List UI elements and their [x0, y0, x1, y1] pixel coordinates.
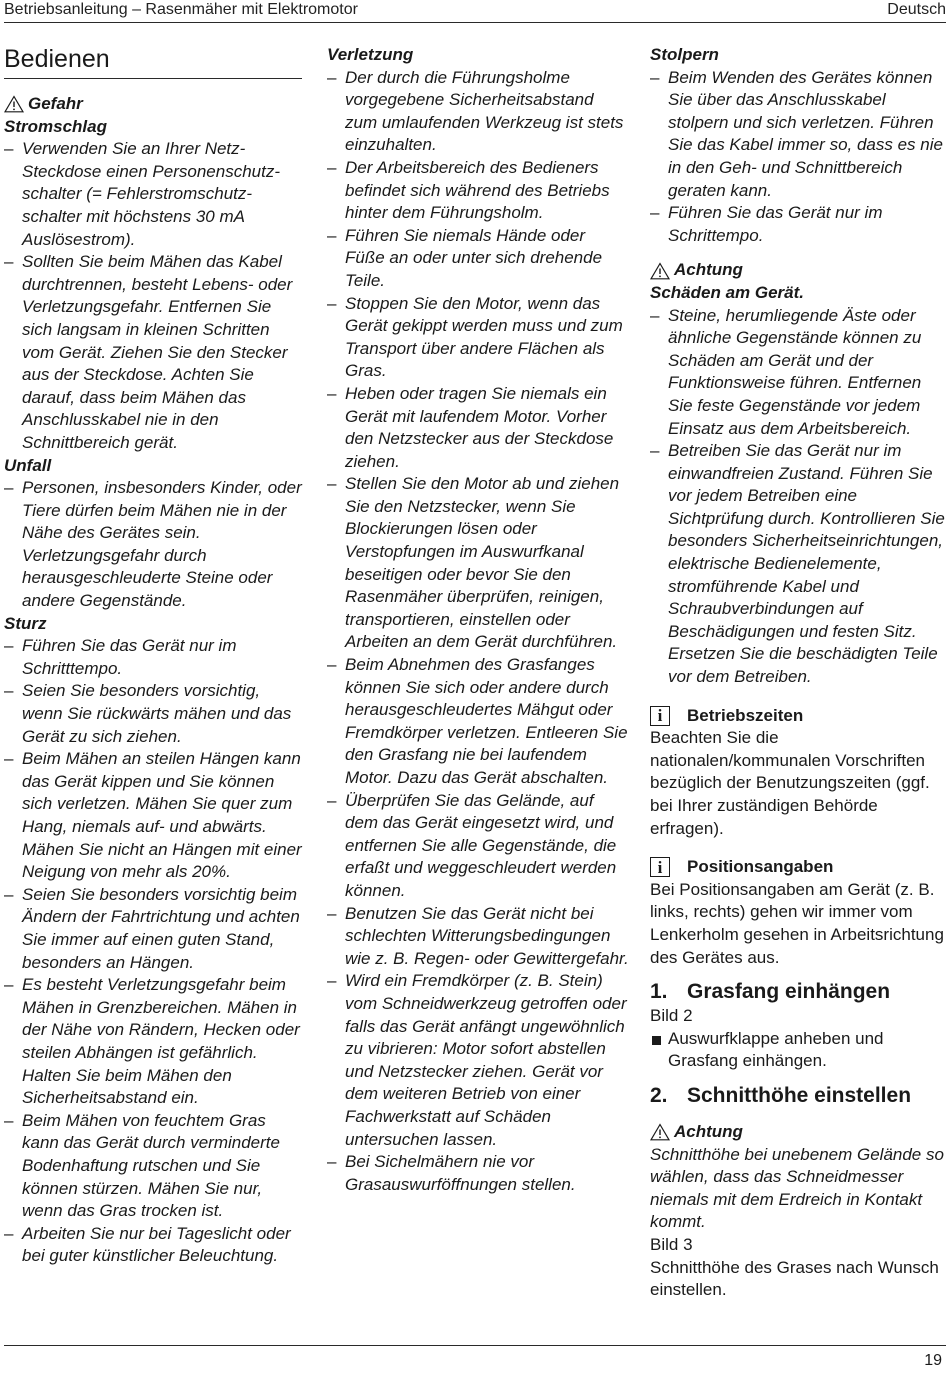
list-item: – Seien Sie besonders vorsichtig beim Ändern der Fahrtrichtung und achten Sie immer auf einen guten Stand, besonders an Hängen.: [4, 884, 302, 974]
list-item: – Führen Sie das Gerät nur im Schrittempo.: [650, 202, 946, 247]
info-heading: Positionsangaben: [687, 857, 834, 877]
page-header: [4, 0, 946, 23]
list-item: – Beim Wenden des Gerätes können Sie über das Anschlusskabel stolpern und sich verletzen. Führen Sie das Kabel immer so, dass es nie in den Geh- und Schnittbereich geraten kann.: [650, 67, 946, 203]
list-schaeden: [650, 305, 946, 689]
list-item: – Seien Sie besonders vorsichtig, wenn Sie rückwärts mähen und das Gerät zu sich ziehen.: [4, 680, 302, 748]
heading-unfall: Unfall: [4, 455, 52, 475]
info-text: Beachten Sie die nationalen/kommunalen Vorschriften bezüglich der Benutzungszeiten (ggf. bei Ihrer zuständigen Behörde erfragen).: [650, 728, 930, 838]
list-item: – Bei Sichelmähern nie vor Grasauswurföffnungen stellen.: [327, 1151, 629, 1196]
list-verletzung: [327, 67, 629, 1197]
instruction-text: Schnitthöhe des Grases nach Wunsch einstellen.: [650, 1257, 939, 1300]
warning-triangle-icon: [650, 1123, 670, 1141]
heading-stromschlag: Stromschlag: [4, 116, 107, 136]
section-heading-grasfang: [650, 979, 946, 1005]
section-title: Schnitthöhe einstellen: [687, 1083, 912, 1107]
list-item: – Der Arbeitsbereich des Bedieners befindet sich während des Betriebs hinter dem Führungsholm.: [327, 157, 629, 225]
warning-triangle-icon: [4, 95, 24, 113]
list-item: – Führen Sie das Gerät nur im Schritttempo.: [4, 635, 302, 680]
list-item: Auswurfklappe anheben und Grasfang einhängen.: [650, 1028, 946, 1073]
list-item: – Personen, insbesonders Kinder, oder Tiere dürfen beim Mähen nie in der Nähe des Gerätes sein. Verletzungsgefahr durch herausgeschleuderte Steine oder andere Gegenstände.: [4, 477, 302, 613]
list-item: – Führen Sie niemals Hände oder Füße an oder unter sich drehende Teile.: [327, 225, 629, 293]
info-betriebszeiten: [650, 705, 946, 728]
list-item: – Steine, herumliegende Äste oder ähnliche Gegenstände können zu Schäden am Gerät und der Funktionsweise führen. Entfernen Sie feste Gegenstände vor jedem Einsatz aus dem Arbeitsbereich.: [650, 305, 946, 441]
figure-reference: Bild 3: [650, 1234, 693, 1254]
info-text: Bei Positionsangaben am Gerät (z. B. links, rechts) gehen wir immer vom Lenkerholm gesehen in Arbeitsrichtung des Gerätes aus.: [650, 879, 944, 967]
list-item: – Benutzen Sie das Gerät nicht bei schlechten Witterungsbedingungen wie z. B. Regen- oder Gewittergefahr.: [327, 903, 629, 971]
warning-achtung: [650, 1121, 946, 1144]
list-stolpern: [650, 67, 946, 248]
list-item: – Heben oder tragen Sie niemals ein Gerät mit laufendem Motor. Vorher den Netzstecker aus der Steckdose ziehen.: [327, 383, 629, 473]
heading-sturz: Sturz: [4, 613, 47, 633]
info-icon: i: [650, 706, 670, 726]
warning-label: Achtung: [674, 260, 743, 280]
list-item: – Betreiben Sie das Gerät nur im einwandfreien Zustand. Führen Sie vor jedem Betreiben eine Sichtprüfung durch. Kontrollieren Sie besonders Sicherheitseinrichtungen, elektrische Bedienelemente, stromführende Kabel und Schraubverbindungen auf Beschädigungen und festen Sitz. Ersetzen Sie die beschädigten Teile vor dem Betreiben.: [650, 440, 946, 689]
column-1: [4, 44, 302, 1268]
list-item: – Beim Mähen an steilen Hängen kann das Gerät kippen und Sie können sich verletzen. Mähen Sie quer zum Hang, niemals auf- und abwärts. Mähen Sie nicht an Hängen mit einer Neigung von mehr als 20%.: [4, 748, 302, 884]
column-3: [650, 44, 946, 1302]
section-number: 2.: [650, 1083, 668, 1107]
warning-label: Gefahr: [28, 94, 83, 113]
page-number: 19: [924, 1352, 942, 1369]
warning-text: Schnitthöhe bei unebenem Gelände so wählen, dass das Schneidmesser niemals mit dem Erdreich in Kontakt kommt.: [650, 1144, 944, 1232]
list-item: – Der durch die Führungsholme vorgegebene Sicherheitsabstand zum umlaufenden Werkzeug ist stets einzuhalten.: [327, 67, 629, 157]
list-item: – Stellen Sie den Motor ab und ziehen Sie den Netzstecker, wenn Sie Blockierungen lösen oder Verstopfungen im Auswurfkanal beseitigen oder bevor Sie den Rasenmäher überprüfen, reinigen, transportieren, einstellen oder Arbeiten an dem Gerät durchführen.: [327, 473, 629, 654]
section-heading-schnitthoehe: [650, 1083, 946, 1109]
list-stromschlag: [4, 138, 302, 454]
section-number: 1.: [650, 980, 668, 1004]
list-item: – Beim Mähen von feuchtem Gras kann das Gerät durch verminderte Bodenhaftung rutschen und Sie können stürzen. Mähen Sie nur, wenn das Gras trocken ist.: [4, 1110, 302, 1223]
info-icon: i: [650, 857, 670, 877]
warning-achtung: [650, 259, 946, 282]
list-item: – Verwenden Sie an Ihrer Netz-Steckdose einen Personenschutz-schalter (= Fehlerstromschutz-schalter mit höchstens 30 mA Auslösestrom).: [4, 138, 302, 251]
heading-stolpern: Stolpern: [650, 45, 719, 64]
list-sturz: [4, 635, 302, 1268]
warning-label: Achtung: [674, 1121, 743, 1141]
list-item: – Stoppen Sie den Motor, wenn das Gerät gekippt werden muss und zum Transport über andere Flächen als Gras.: [327, 293, 629, 383]
list-item: – Sollten Sie beim Mähen das Kabel durchtrennen, besteht Lebens- oder Verletzungsgefahr. Entfernen Sie sich langsam in kleinen Schritten vom Gerät. Ziehen Sie den Stecker aus der Steckdose. Achten Sie darauf, dass beim Mähen das Anschlusskabel nie in den Schnittbereich gerät.: [4, 251, 302, 454]
list-item: – Wird ein Fremdkörper (z. B. Stein) vom Schneidwerkzeug getroffen oder falls das Gerät anfängt ungewöhnlich zu vibrieren: Motor sofort abstellen und Netzstecker ziehen. Gerät vor dem weiteren Betrieb von einer Fachwerkstatt auf Schäden untersuchen lassen.: [327, 970, 629, 1151]
list-item: – Arbeiten Sie nur bei Tageslicht oder bei guter künstlicher Beleuchtung.: [4, 1223, 302, 1268]
page-title: Bedienen: [4, 44, 302, 79]
header-title: Betriebsanleitung – Rasenmäher mit Elektromotor: [4, 1, 358, 18]
heading-verletzung: Verletzung: [327, 45, 414, 64]
warning-triangle-icon: [650, 262, 670, 280]
column-2: [327, 44, 629, 1196]
section-title: Grasfang einhängen: [687, 980, 891, 1004]
heading-schaeden: Schäden am Gerät.: [650, 282, 805, 302]
figure-reference: Bild 2: [650, 1006, 693, 1026]
warning-gefahr: [4, 93, 302, 116]
footer-rule: [4, 1345, 946, 1346]
header-language: Deutsch: [887, 1, 946, 18]
list-item: – Beim Abnehmen des Grasfanges können Sie sich oder andere durch herausgeschleudertes Mähgut oder Fremdkörper verletzen. Entleeren Sie den Grasfang nie bei laufendem Motor. Dazu das Gerät abschalten.: [327, 654, 629, 790]
list-unfall: [4, 477, 302, 613]
list-item: – Es besteht Verletzungsgefahr beim Mähen in Grenzbereichen. Mähen in der Nähe von Rändern, Hecken oder steilen Abhängen ist gefährlich. Halten Sie beim Mähen den Sicherheitsabstand ein.: [4, 974, 302, 1110]
info-positionsangaben: [650, 856, 946, 879]
list-grasfang: [650, 1028, 946, 1073]
info-heading: Betriebszeiten: [687, 705, 804, 725]
list-item: – Überprüfen Sie das Gelände, auf dem das Gerät eingesetzt wird, und entfernen Sie alle Gegenstände, die erfaßt und weggeschleudert werden können.: [327, 790, 629, 903]
